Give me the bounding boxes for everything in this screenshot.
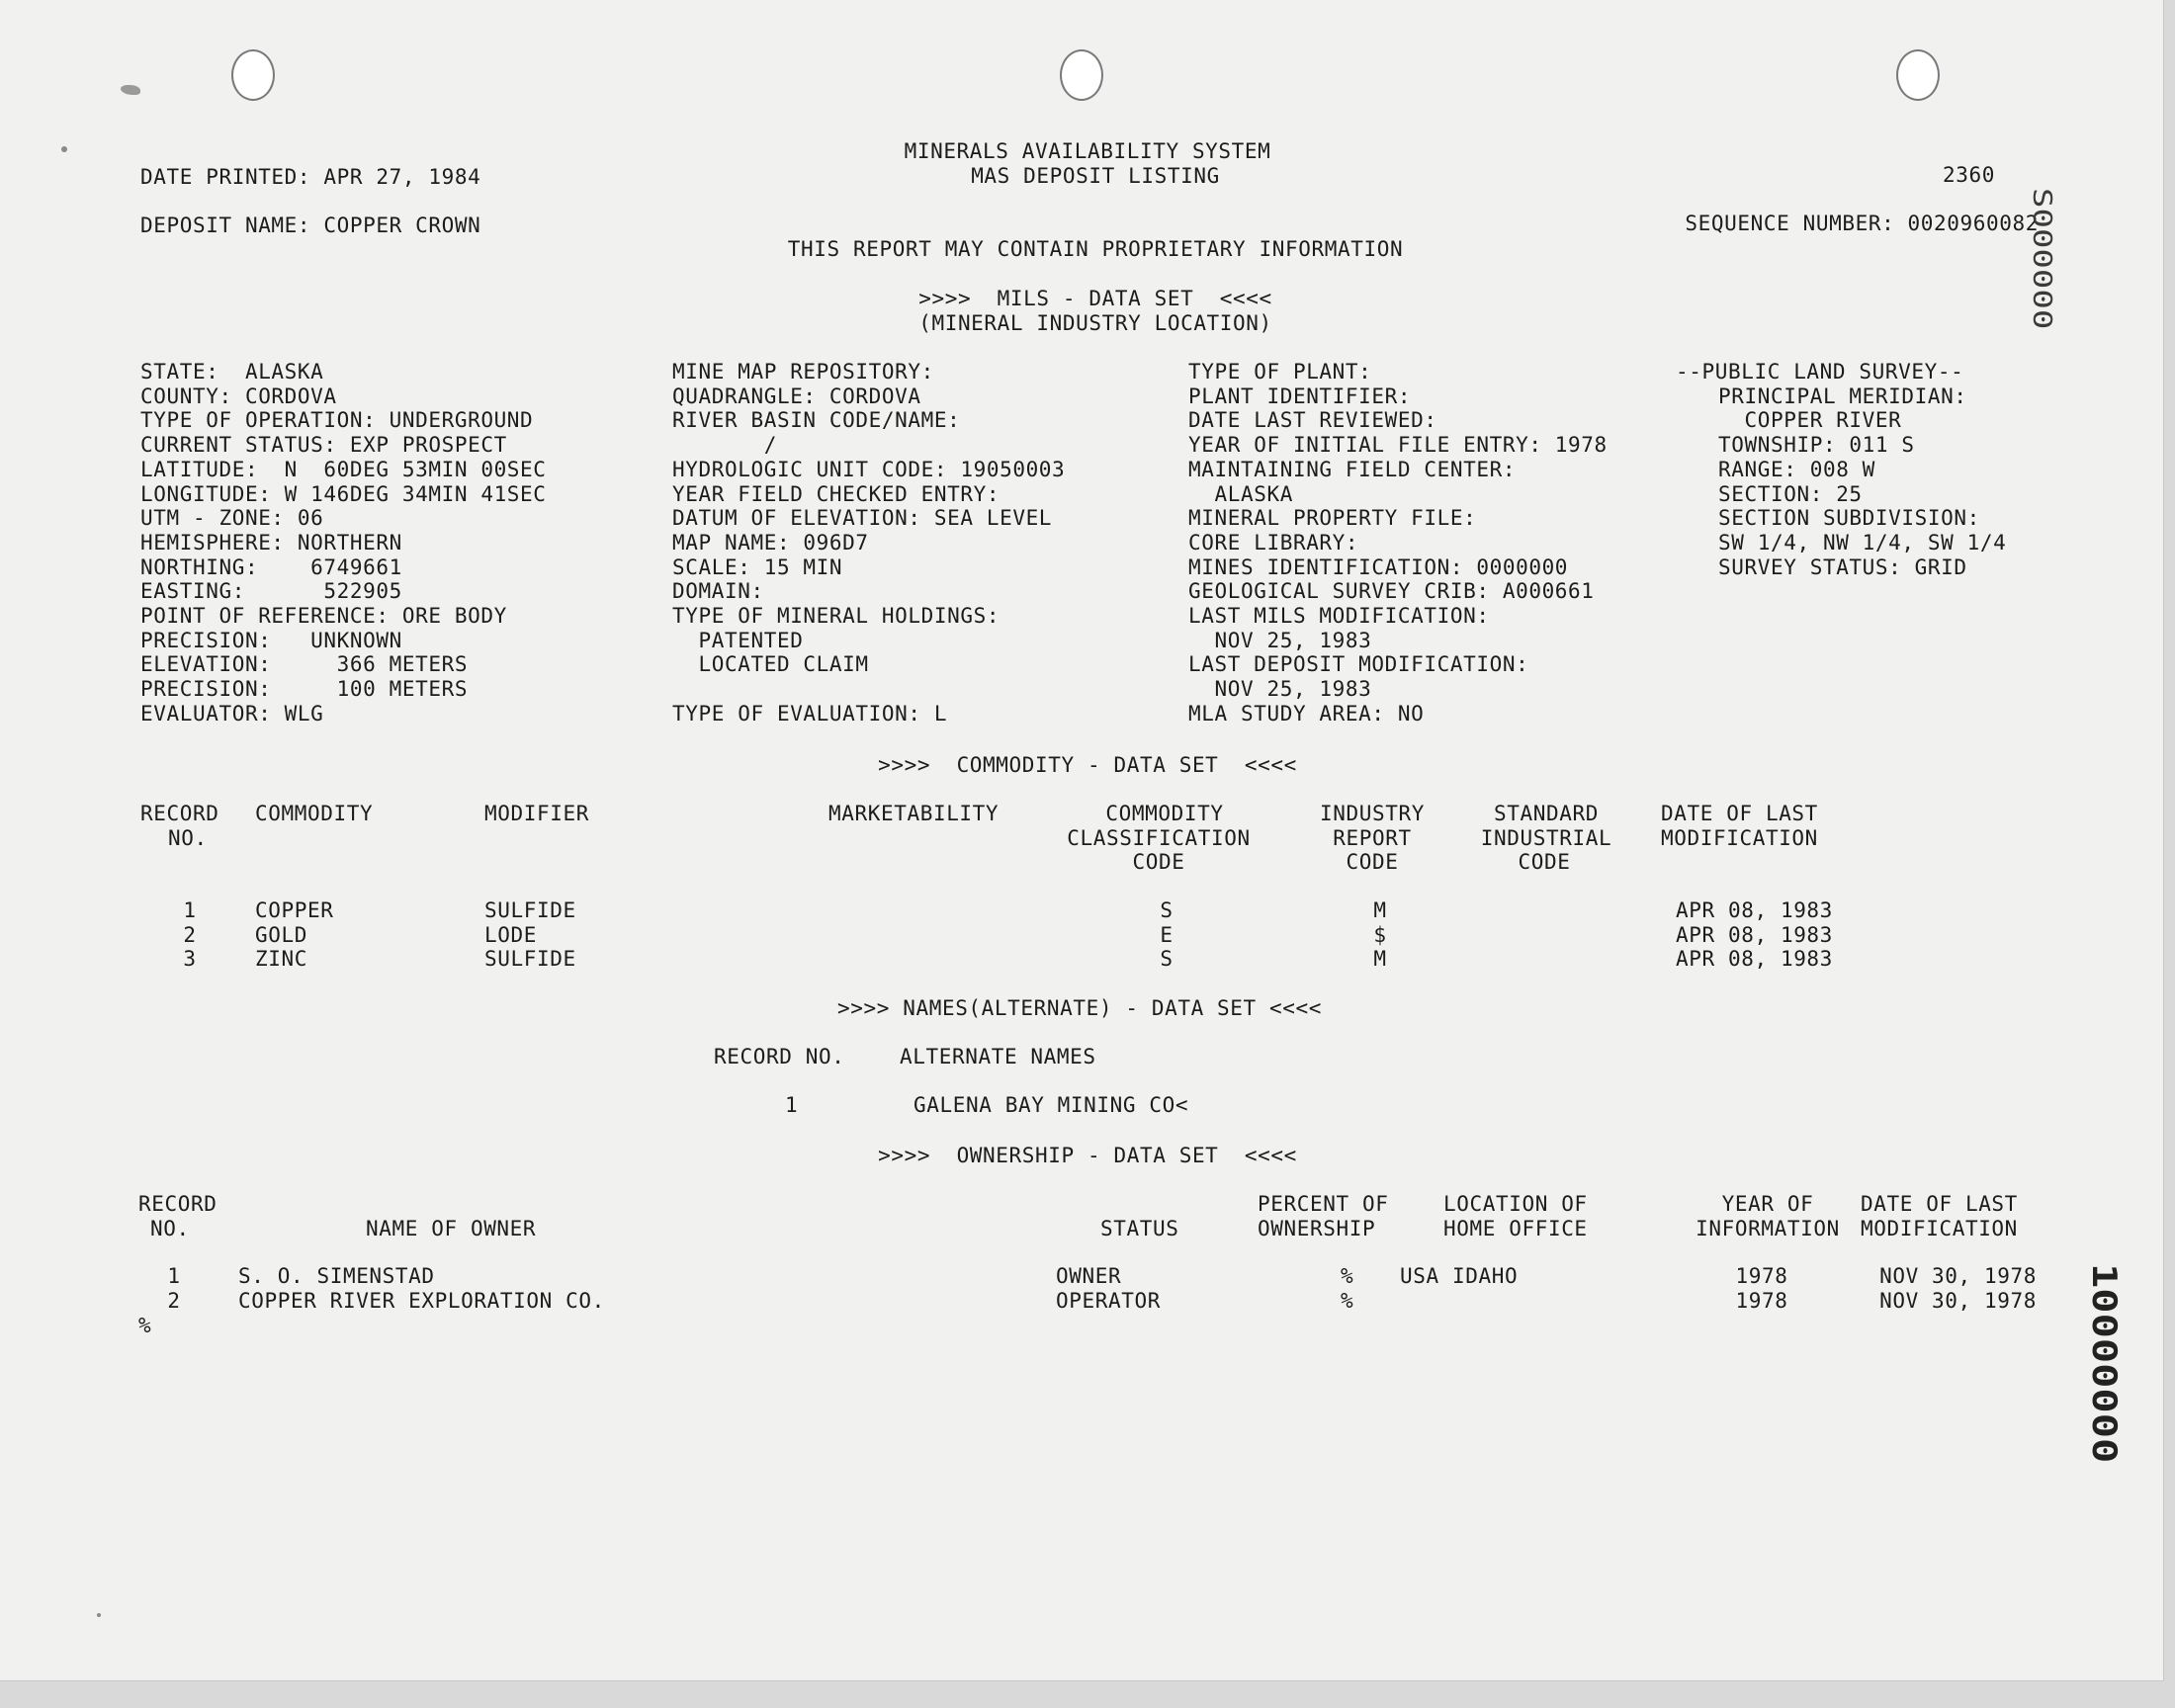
page-number: 2360: [1943, 163, 1995, 187]
mils-plant-line: TYPE OF PLANT:: [1188, 360, 1372, 384]
mils-location-line: EASTING: 522905: [140, 579, 402, 604]
owner-record-no: 2: [167, 1288, 181, 1313]
mils-map-line: QUADRANGLE: CORDOVA: [672, 384, 921, 408]
mils-plant-line: CORE LIBRARY:: [1188, 530, 1359, 555]
ownership-header-dlm-2: MODIFICATION: [1861, 1217, 2018, 1240]
mils-plant-line: MLA STUDY AREA: NO: [1188, 701, 1425, 726]
commodity-header-irc-2: REPORT: [1333, 826, 1412, 850]
mils-location-line: LATITUDE: N 60DEG 53MIN 00SEC: [140, 457, 547, 481]
mils-plant-line: MAINTAINING FIELD CENTER:: [1188, 457, 1517, 481]
paper-speck: [97, 1613, 101, 1617]
names-header-alternate: ALTERNATE NAMES: [900, 1045, 1096, 1068]
mils-map-line: HYDROLOGIC UNIT CODE: 19050003: [672, 457, 1066, 481]
mils-map-line: MINE MAP REPOSITORY:: [672, 360, 934, 384]
owner-year: 1978: [1735, 1288, 1788, 1313]
system-title: MINERALS AVAILABILITY SYSTEM: [904, 139, 1271, 163]
mils-location-line: UTM - ZONE: 06: [140, 506, 324, 531]
mils-location-line: COUNTY: CORDOVA: [140, 384, 337, 408]
paper-speck: [61, 146, 67, 152]
ownership-header-name: NAME OF OWNER: [366, 1217, 537, 1240]
mils-map-line: SCALE: 15 MIN: [672, 555, 843, 579]
proprietary-notice: THIS REPORT MAY CONTAIN PROPRIETARY INFORMATION: [787, 237, 1404, 261]
ownership-header-record-no: NO.: [150, 1217, 190, 1240]
mils-location-line: NORTHING: 6749661: [140, 555, 402, 579]
commodity-header-dlm-2: MODIFICATION: [1661, 826, 1818, 850]
commodity-modifier: SULFIDE: [484, 898, 576, 922]
ownership-header-year-1: YEAR OF: [1721, 1192, 1814, 1216]
mils-land-survey-line: RANGE: 008 W: [1718, 457, 1875, 481]
ownership-header-year-2: INFORMATION: [1696, 1217, 1840, 1240]
mils-location-line: PRECISION: UNKNOWN: [140, 628, 402, 652]
alternate-record-no: 1: [785, 1093, 799, 1117]
binder-hole-left: [231, 49, 275, 101]
mils-plant-line: LAST DEPOSIT MODIFICATION:: [1188, 652, 1529, 677]
commodity-record-no: 1: [183, 898, 197, 922]
owner-record-no: 1: [167, 1264, 181, 1288]
mils-plant-line: GEOLOGICAL SURVEY CRIB: A000661: [1188, 579, 1595, 604]
binder-hole-right: [1896, 49, 1940, 101]
commodity-header-sic-2: INDUSTRIAL: [1480, 826, 1612, 850]
mils-land-survey-line: SECTION: 25: [1718, 481, 1863, 506]
commodity-industry-report-code: $: [1373, 922, 1387, 947]
commodity-header-modifier: MODIFIER: [484, 802, 589, 825]
commodity-modifier: SULFIDE: [484, 947, 576, 972]
mils-location-line: POINT OF REFERENCE: ORE BODY: [140, 604, 507, 628]
ownership-section-title: >>>> OWNERSHIP - DATA SET <<<<: [878, 1144, 1297, 1167]
commodity-date-modified: APR 08, 1983: [1676, 947, 1833, 972]
ownership-header-pct-2: OWNERSHIP: [1258, 1217, 1376, 1240]
mils-plant-line: NOV 25, 1983: [1188, 628, 1372, 652]
owner-status: OPERATOR: [1056, 1288, 1161, 1313]
mils-map-line: DOMAIN:: [672, 579, 764, 604]
mils-location-line: STATE: ALASKA: [140, 360, 324, 384]
commodity-modifier: LODE: [484, 922, 537, 947]
commodity-header-ccc-2: CLASSIFICATION: [1067, 826, 1251, 850]
mils-plant-line: ALASKA: [1188, 481, 1293, 506]
mils-location-line: CURRENT STATUS: EXP PROSPECT: [140, 433, 507, 458]
mils-plant-line: DATE LAST REVIEWED:: [1188, 408, 1437, 433]
ownership-header-dlm-1: DATE OF LAST: [1861, 1192, 2018, 1216]
ownership-header-loc-2: HOME OFFICE: [1443, 1217, 1588, 1240]
ownership-header-status: STATUS: [1100, 1217, 1179, 1240]
alternate-name: GALENA BAY MINING CO<: [914, 1093, 1189, 1117]
mils-map-line: TYPE OF EVALUATION: L: [672, 701, 948, 726]
commodity-section-title: >>>> COMMODITY - DATA SET <<<<: [878, 753, 1297, 777]
commodity-name: ZINC: [255, 947, 307, 972]
mils-land-survey-line: SW 1/4, NW 1/4, SW 1/4: [1718, 530, 2007, 555]
owner-percent: %: [1341, 1288, 1354, 1313]
mils-plant-line: LAST MILS MODIFICATION:: [1188, 604, 1490, 628]
commodity-industry-report-code: M: [1373, 898, 1387, 922]
ownership-header-loc-1: LOCATION OF: [1443, 1192, 1588, 1216]
commodity-record-no: 3: [183, 947, 197, 972]
mils-location-line: EVALUATOR: WLG: [140, 701, 324, 726]
stamp-top-right: S000000: [2027, 188, 2056, 330]
owner-status: OWNER: [1056, 1264, 1122, 1288]
owner-name: COPPER RIVER EXPLORATION CO.: [238, 1288, 605, 1313]
ownership-header-pct-1: PERCENT OF: [1258, 1192, 1389, 1216]
mils-location-line: TYPE OF OPERATION: UNDERGROUND: [140, 408, 534, 433]
mils-plant-line: MINERAL PROPERTY FILE:: [1188, 506, 1477, 531]
date-printed: DATE PRINTED: APR 27, 1984: [140, 165, 481, 189]
ownership-header-record: RECORD: [138, 1192, 218, 1216]
commodity-date-modified: APR 08, 1983: [1676, 922, 1833, 947]
commodity-industry-report-code: M: [1373, 947, 1387, 972]
mils-location-line: LONGITUDE: W 146DEG 34MIN 41SEC: [140, 481, 547, 506]
names-section-title: >>>> NAMES(ALTERNATE) - DATA SET <<<<: [837, 996, 1322, 1020]
mils-section-title: >>>> MILS - DATA SET <<<<: [918, 287, 1272, 310]
commodity-header-ccc-1: COMMODITY: [1105, 802, 1224, 825]
commodity-header-irc-1: INDUSTRY: [1320, 802, 1425, 825]
mils-map-line: TYPE OF MINERAL HOLDINGS:: [672, 604, 1000, 628]
names-header-record: RECORD NO.: [714, 1045, 845, 1068]
mils-land-survey-line: SECTION SUBDIVISION:: [1718, 506, 1980, 531]
mils-map-line: LOCATED CLAIM: [672, 652, 869, 677]
owner-date-modified: NOV 30, 1978: [1879, 1264, 2037, 1288]
deposit-name: DEPOSIT NAME: COPPER CROWN: [140, 214, 481, 237]
mils-section-subtitle: (MINERAL INDUSTRY LOCATION): [918, 311, 1272, 335]
commodity-name: COPPER: [255, 898, 334, 922]
mils-plant-line: YEAR OF INITIAL FILE ENTRY: 1978: [1188, 433, 1608, 458]
mils-plant-line: NOV 25, 1983: [1188, 677, 1372, 702]
commodity-classification-code: E: [1160, 922, 1174, 947]
mils-map-line: MAP NAME: 096D7: [672, 530, 869, 555]
mils-map-line: /: [672, 433, 777, 458]
commodity-header-record-no: NO.: [168, 826, 208, 850]
binder-hole-center: [1060, 49, 1103, 101]
commodity-header-commodity: COMMODITY: [255, 802, 374, 825]
commodity-classification-code: S: [1160, 947, 1174, 972]
commodity-record-no: 2: [183, 922, 197, 947]
commodity-header-sic-3: CODE: [1518, 850, 1571, 874]
owner-name: S. O. SIMENSTAD: [238, 1264, 435, 1288]
commodity-header-record: RECORD: [140, 802, 219, 825]
mils-location-line: HEMISPHERE: NORTHERN: [140, 530, 402, 555]
mils-location-line: PRECISION: 100 METERS: [140, 677, 469, 702]
owner-date-modified: NOV 30, 1978: [1879, 1288, 2037, 1313]
commodity-date-modified: APR 08, 1983: [1676, 898, 1833, 922]
owner-year: 1978: [1735, 1264, 1788, 1288]
mils-land-survey-line: SURVEY STATUS: GRID: [1718, 555, 1967, 579]
commodity-header-marketability: MARKETABILITY: [828, 802, 1000, 825]
mils-map-line: RIVER BASIN CODE/NAME:: [672, 408, 961, 433]
owner-percent: %: [1341, 1264, 1354, 1288]
sequence-number: SEQUENCE NUMBER: 0020960082: [1685, 212, 2039, 235]
mils-land-survey-line: COPPER RIVER: [1718, 408, 1902, 433]
commodity-header-irc-3: CODE: [1346, 850, 1399, 874]
stamp-bottom-right: 10000000: [2084, 1263, 2124, 1464]
commodity-name: GOLD: [255, 922, 307, 947]
footer-percent-mark: %: [138, 1314, 152, 1337]
mils-map-line: DATUM OF ELEVATION: SEA LEVEL: [672, 506, 1053, 531]
commodity-header-sic-1: STANDARD: [1494, 802, 1599, 825]
commodity-classification-code: S: [1160, 898, 1174, 922]
mils-map-line: PATENTED: [672, 628, 804, 652]
public-land-survey-title: --PUBLIC LAND SURVEY--: [1676, 360, 1964, 384]
listing-title: MAS DEPOSIT LISTING: [971, 164, 1220, 188]
commodity-header-dlm-1: DATE OF LAST: [1661, 802, 1818, 825]
owner-home-office: USA IDAHO: [1400, 1264, 1519, 1288]
paper-mark: [121, 85, 140, 95]
mils-map-line: YEAR FIELD CHECKED ENTRY:: [672, 481, 1000, 506]
mils-land-survey-line: TOWNSHIP: 011 S: [1718, 433, 1915, 458]
mils-location-line: ELEVATION: 366 METERS: [140, 652, 469, 677]
mils-land-survey-line: PRINCIPAL MERIDIAN:: [1718, 384, 1967, 408]
commodity-header-ccc-3: CODE: [1132, 850, 1185, 874]
mils-plant-line: MINES IDENTIFICATION: 0000000: [1188, 555, 1569, 579]
mils-plant-line: PLANT IDENTIFIER:: [1188, 384, 1412, 408]
